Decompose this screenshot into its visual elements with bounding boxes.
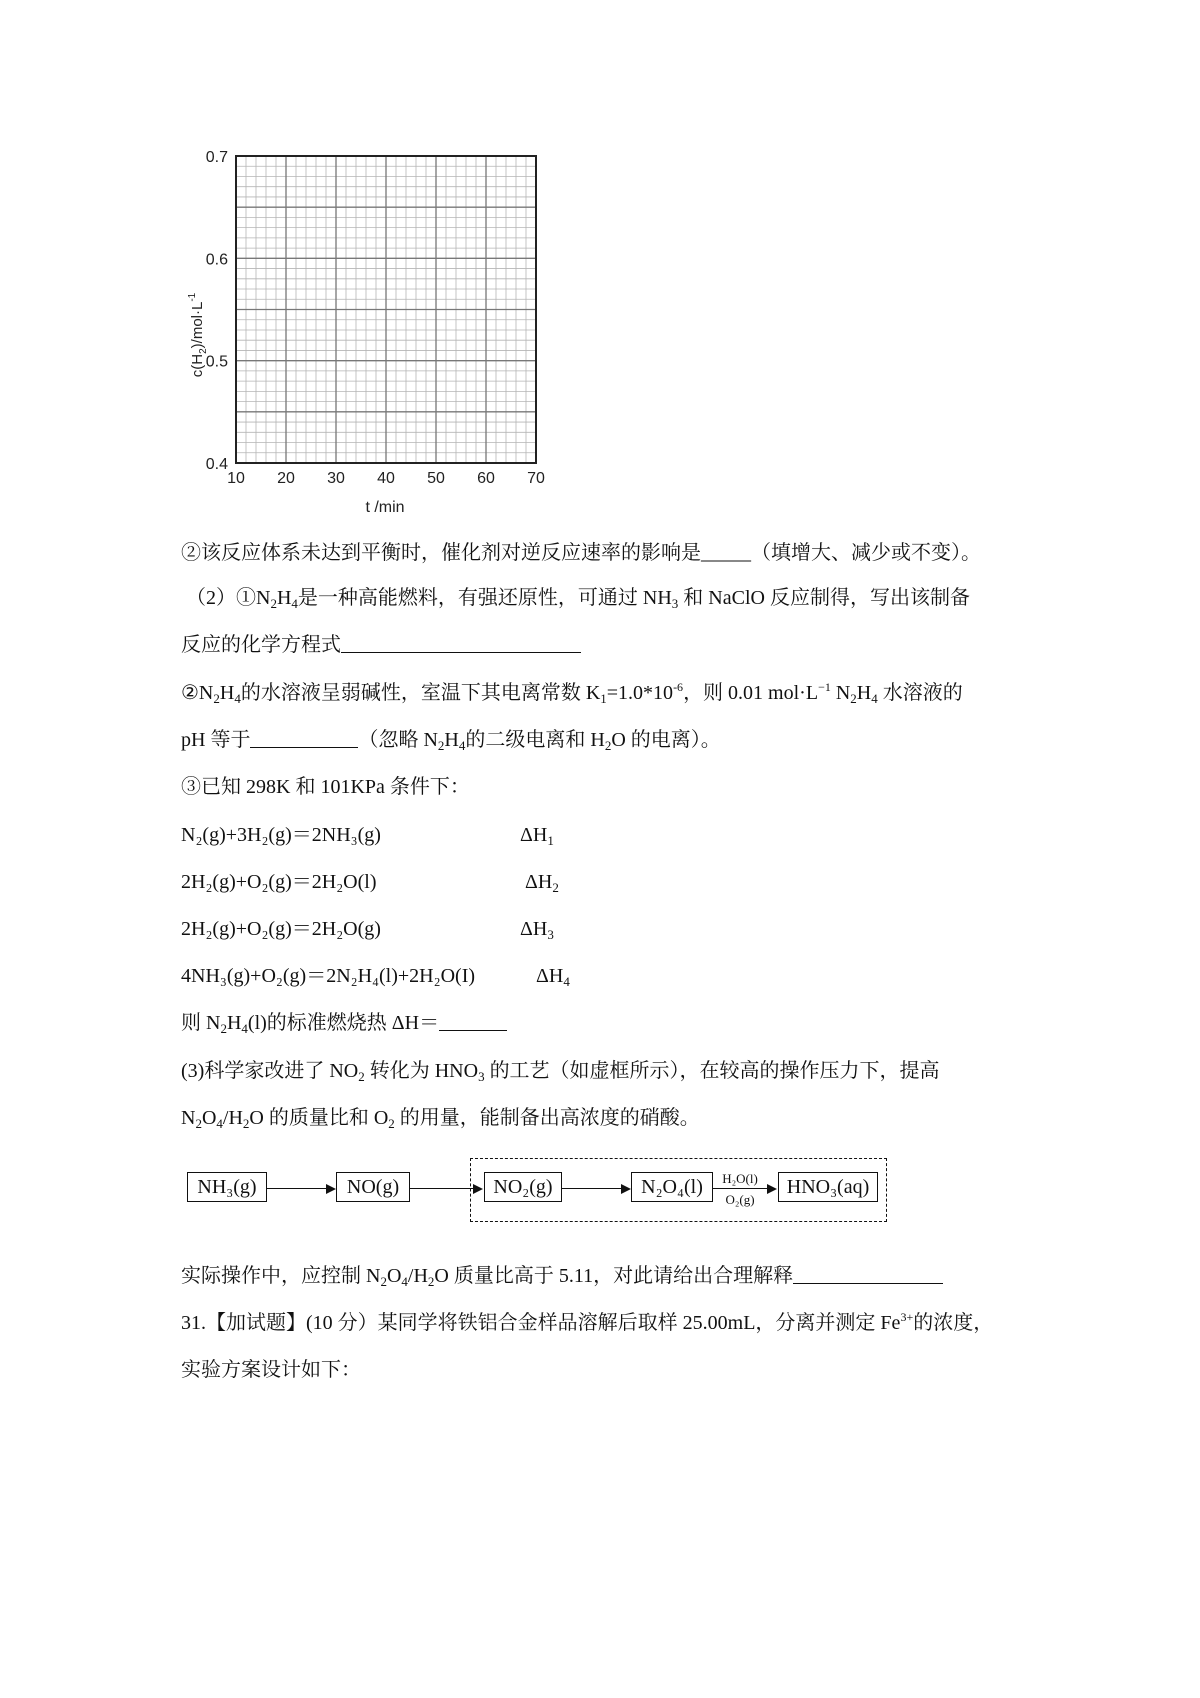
chart-y-tick-label: 0.5 — [205, 353, 228, 371]
flow-arrow — [561, 1188, 623, 1189]
delta-h-3: $\Delta H_3$ — [520, 918, 554, 942]
equation-3: 2H₂(g)+O₂(g)＝2H₂O(g) — [181, 918, 381, 940]
answer-blank[interactable] — [341, 632, 581, 653]
flow-box-no2: NO₂(g) — [484, 1172, 562, 1202]
flow-box-no: NO(g) — [336, 1172, 410, 1202]
concentration-time-grid-chart — [180, 140, 560, 540]
chart-x-tick-label: 60 — [477, 470, 495, 487]
chart-x-tick-label: 70 — [527, 470, 545, 487]
question-3-intro-line2: $N_2O_4/H_2O$ 的质量比和 $O_2$ 的用量，能制备出高浓度的硝酸。 — [181, 1107, 700, 1131]
flow-condition-below: O₂(g) — [725, 1192, 755, 1207]
equation-1: N₂(g)+3H₂(g)＝2NH₃(g) — [181, 824, 381, 846]
chart-x-tick-label: 40 — [377, 470, 395, 487]
flow-arrow — [713, 1188, 769, 1189]
chart-y-tick-label: 0.4 — [205, 456, 228, 473]
arrow-head-icon — [767, 1184, 777, 1194]
question-2-part-3-answer: 则 $N_2H_4(l)$的标准燃烧热 ΔH＝ — [181, 1010, 507, 1036]
question-2-part-1: $(2)①N_2H_4$是一种高能燃料，有强还原性，可通过 $NH_3$ 和 NaClO 反应制得，写出该制备 — [186, 587, 970, 611]
chart-x-tick-label: 20 — [277, 470, 295, 487]
answer-blank[interactable] — [793, 1263, 943, 1284]
chart-y-tick-label: 0.6 — [205, 251, 228, 269]
chart-y-tick-label: 0.7 — [205, 149, 228, 166]
flow-arrow — [266, 1188, 328, 1189]
answer-blank[interactable] — [439, 1010, 507, 1031]
chart-x-tick-label: 30 — [327, 470, 345, 487]
arrow-head-icon — [621, 1184, 631, 1194]
arrow-head-icon — [326, 1184, 336, 1194]
chart-y-tick-labels — [206, 149, 228, 473]
question-3-intro: (3)科学家改进了 $NO_2$ 转化为 $HNO_3$ 的工艺（如虚框所示），在较高的操作压力下，提高 — [181, 1060, 940, 1084]
chart-y-axis-label: $c(H_2)/mol\cdot L^{-1}$ — [187, 292, 209, 378]
delta-h-2: $\Delta H_2$ — [525, 871, 559, 895]
question-2-part-2: $②N_2H_4$的水溶液呈弱碱性，室温下其电离常数 $K_1=1.0*10^{-6}$，则 0.01 $mol\cdot L^{-1}$ $N_2H_4$ 水溶液的 — [181, 680, 963, 706]
flow-arrow — [409, 1188, 475, 1189]
chart-x-axis-label: t /min — [365, 499, 405, 516]
chart-major-gridlines — [236, 156, 536, 463]
question-31-intro-line2: 实验方案设计如下： — [181, 1359, 361, 1381]
question-2-part-1-line2: 反应的化学方程式 — [181, 632, 581, 658]
flow-box-nh3: NH₃(g) — [187, 1172, 267, 1202]
chart-x-tick-label: 10 — [227, 470, 245, 487]
question-3-explanation: 实际操作中，应控制 $N_2O_4/H_2O$ 质量比高于 5.11，对此请给出合理解释 — [181, 1263, 943, 1289]
chart-x-tick-label: 50 — [427, 470, 445, 487]
flow-condition-above: H₂O(l) — [722, 1171, 758, 1186]
delta-h-1: $\Delta H_1$ — [520, 824, 554, 848]
chart-x-tick-labels — [227, 470, 545, 487]
flow-box-hno3: HNO₃(aq) — [778, 1172, 878, 1202]
question-31-intro: 31.【加试题】(10 分）某同学将铁铝合金样品溶解后取样 25.00mL，分离并测定 $Fe^{3+}$的浓度， — [181, 1310, 994, 1334]
flow-box-n2o4: N₂O₄(l) — [631, 1172, 713, 1202]
delta-h-4: $\Delta H_4$ — [536, 965, 570, 989]
equation-2: 2H₂(g)+O₂(g)＝2H₂O(l) — [181, 871, 377, 893]
question-2-part-2-line2: pH 等于 （忽略 $N_2H_4$的二级电离和 $H_2O$ 的电离）。 — [181, 729, 721, 753]
arrow-head-icon — [473, 1184, 483, 1194]
question-1-part-2: ②该反应体系未达到平衡时，催化剂对逆反应速率的影响是_____（填增大、减少或不变）。 — [181, 542, 981, 564]
answer-blank[interactable] — [250, 727, 358, 748]
question-2-part-3: ③已知 298K 和 101KPa 条件下： — [181, 776, 470, 798]
equation-4: 4NH₃(g)+O₂(g)＝2N₂H₄(l)+2H₂O(I) — [181, 965, 476, 987]
